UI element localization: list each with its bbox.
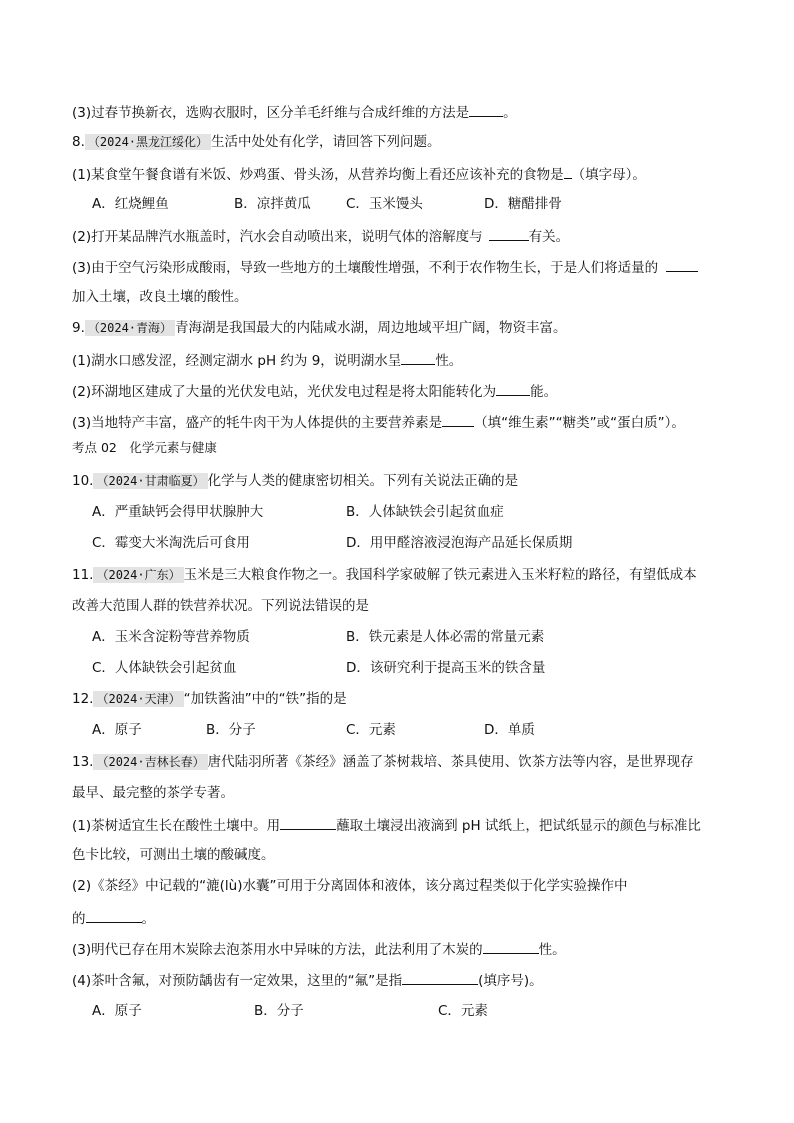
option-a[interactable]: A．红烧鲤鱼 [92, 196, 169, 212]
answer-blank[interactable] [666, 257, 698, 272]
answer-blank[interactable] [496, 381, 530, 396]
option-a[interactable]: A．玉米含淀粉等营养物质 [92, 629, 250, 645]
text: 。 [141, 911, 155, 927]
question-number: 12. [72, 691, 94, 707]
q13-part3 [72, 939, 566, 959]
question-text: 最早、最完整的茶学专著。 [72, 785, 234, 801]
text: (4)茶叶含氟，对预防龋齿有一定效果，这里的“氟”是指 [72, 973, 403, 989]
text: (3)过春节换新衣，选购衣服时，区分羊毛纤维与合成纤维的方法是 [72, 105, 470, 121]
source-tag: （2024·天津） [93, 691, 183, 707]
question-number: 9. [72, 320, 85, 336]
text: （填字母）。 [571, 167, 646, 183]
option-c[interactable]: C．元素 [346, 722, 396, 738]
text: 有关。 [528, 229, 570, 245]
option-d[interactable]: D．用甲醛溶液浸泡海产品延长保质期 [346, 535, 573, 551]
q9-part3 [72, 412, 685, 432]
q13-stem [72, 753, 694, 771]
question-number: 11. [72, 567, 94, 583]
question-number: 8. [72, 134, 85, 150]
q13-part1-cont [72, 846, 275, 864]
answer-blank[interactable] [402, 970, 478, 985]
question-text: 改善大范围人群的铁营养状况。下列说法错误的是 [72, 598, 369, 614]
text: 加入土壤，改良土壤的酸性。 [72, 289, 248, 305]
q12-stem [72, 690, 347, 708]
text: (3)当地特产丰富，盛产的牦牛肉干为人体提供的主要营养素是 [72, 415, 443, 431]
option-b[interactable]: B．人体缺铁会引起贫血症 [346, 504, 504, 520]
text: 的 [72, 911, 86, 927]
text: (填序号)。 [478, 973, 543, 989]
question-text: “加铁酱油”中的“铁”指的是 [183, 691, 347, 707]
source-tag: （2024·黑龙江绥化） [85, 134, 211, 150]
option-b[interactable]: B．凉拌黄瓜 [234, 196, 311, 212]
answer-blank[interactable] [564, 164, 572, 179]
option-d[interactable]: D．该研究利于提高玉米的铁含量 [346, 660, 546, 676]
q13-part4 [72, 970, 543, 990]
question-text: 玉米是三大粮食作物之一。我国科学家破解了铁元素进入玉米籽粒的路径，有望低成本 [183, 567, 697, 583]
q9-part1 [72, 350, 462, 370]
text: (3)明代已存在用木炭除去泡茶用水中异味的方法，此法利用了木炭的 [72, 942, 483, 958]
option-c[interactable]: C．霉变大米淘洗后可食用 [92, 535, 250, 551]
q8-part2 [72, 226, 569, 246]
question-number: 13. [72, 754, 94, 770]
option-d[interactable]: D．糖醋排骨 [484, 196, 562, 212]
text: 色卡比较，可测出土壤的酸碱度。 [72, 847, 275, 863]
question-text: 青海湖是我国最大的内陆咸水湖，周边地域平坦广阔，物资丰富。 [175, 320, 567, 336]
text: (1)某食堂午餐食谱有米饭、炒鸡蛋、骨头汤，从营养均衡上看还应该补充的食物是 [72, 167, 564, 183]
q8-part3-cont [72, 288, 248, 306]
q11-stem [72, 566, 697, 584]
q8-stem [72, 133, 441, 151]
text: (1)湖水口感发涩，经测定湖水 pH 约为 9，说明湖水呈 [72, 353, 402, 369]
answer-blank[interactable] [469, 102, 503, 117]
answer-blank[interactable] [401, 350, 435, 365]
option-c[interactable]: C．人体缺铁会引起贫血 [92, 660, 237, 676]
option-d[interactable]: D．单质 [484, 722, 535, 738]
q11-stem-cont [72, 597, 369, 615]
text: 。 [503, 105, 517, 121]
q13-part2-cont [72, 908, 155, 928]
question-number: 10. [72, 473, 94, 489]
answer-blank[interactable] [489, 226, 529, 241]
text: (2)《茶经》中记载的“漉(lù)水囊”可用于分离固体和液体，该分离过程类似于化学实验操作中 [72, 878, 628, 894]
q7-part3 [72, 102, 517, 122]
option-b[interactable]: B．铁元素是人体必需的常量元素 [346, 629, 545, 645]
option-a[interactable]: A．原子 [92, 1003, 142, 1019]
source-tag: （2024·甘肃临夏） [93, 473, 207, 489]
text: 蘸取土壤浸出液滴到 pH 试纸上，把试纸显示的颜色与标准比 [336, 818, 701, 834]
question-text: 化学与人类的健康密切相关。下列有关说法正确的是 [207, 473, 519, 489]
q13-stem-cont [72, 784, 234, 802]
option-b[interactable]: B．分子 [254, 1003, 304, 1019]
text: (3)由于空气污染形成酸雨，导致一些地方的土壤酸性增强，不利于农作物生长，于是人们将适量的 [72, 260, 659, 276]
q13-part2 [72, 877, 627, 895]
option-b[interactable]: B．分子 [206, 722, 256, 738]
answer-blank[interactable] [86, 908, 142, 923]
source-tag: （2024·广东） [93, 567, 183, 583]
option-a[interactable]: A．原子 [92, 722, 142, 738]
source-tag: （2024·吉林长春） [93, 754, 207, 770]
q9-part2 [72, 381, 557, 401]
section-title: 考点 02 化学元素与健康 [72, 440, 217, 455]
text: 能。 [530, 384, 558, 400]
option-a[interactable]: A．严重缺钙会得甲状腺肿大 [92, 504, 264, 520]
text: 性。 [538, 942, 566, 958]
option-c[interactable]: C．玉米馒头 [346, 196, 423, 212]
answer-blank[interactable] [280, 815, 336, 830]
question-text: 唐代陆羽所著《茶经》涵盖了茶树栽培、茶具使用、饮茶方法等内容，是世界现存 [207, 754, 694, 770]
text: (2)打开某品牌汽水瓶盖时，汽水会自动喷出来，说明气体的溶解度与 [72, 229, 483, 245]
answer-blank[interactable] [483, 939, 539, 954]
question-text: 生活中处处有化学，请回答下列问题。 [211, 134, 441, 150]
text: 性。 [435, 353, 463, 369]
section-heading [72, 439, 217, 457]
q10-stem [72, 472, 518, 490]
source-tag: （2024·青海） [85, 320, 175, 336]
text: (2)环湖地区建成了大量的光伏发电站，光伏发电过程是将太阳能转化为 [72, 384, 497, 400]
q8-part3 [72, 257, 698, 277]
text: （填“维生素”“糖类”或“蛋白质”）。 [474, 415, 685, 431]
q8-part1 [72, 164, 646, 184]
option-c[interactable]: C．元素 [438, 1003, 488, 1019]
q9-stem [72, 319, 567, 337]
text: (1)茶树适宜生长在酸性土壤中。用 [72, 818, 281, 834]
q13-part1 [72, 815, 701, 835]
answer-blank[interactable] [442, 412, 474, 427]
